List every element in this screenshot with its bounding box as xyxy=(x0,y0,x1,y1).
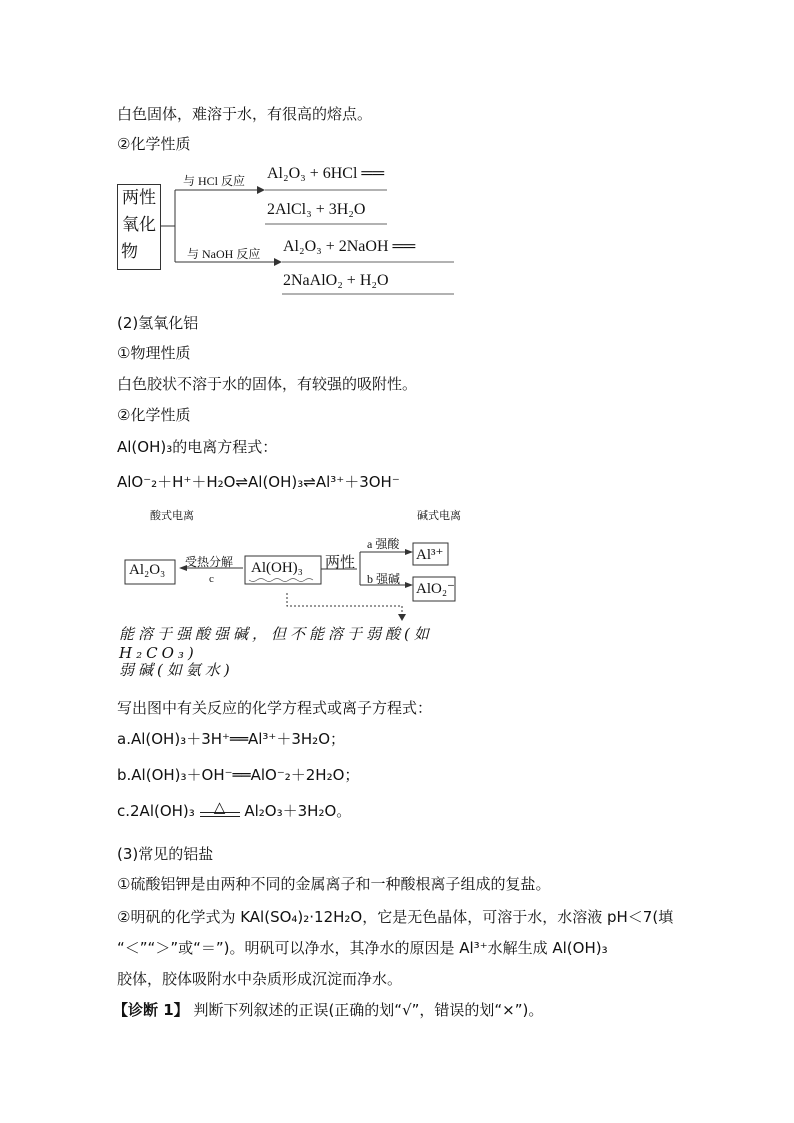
hcl-equation-2: 2AlCl₃ + 3H₂O xyxy=(267,201,366,218)
diagnosis-text: 判断下列叙述的正误(正确的划“√”，错误的划“×”)。 xyxy=(188,1001,544,1019)
naoh-equation-2: 2NaAlO₂ + H₂O xyxy=(283,272,389,289)
box-line-2: 氧化 xyxy=(122,215,156,235)
aloh3-center-label: Al(OH)₃ xyxy=(251,560,303,576)
acid-ionization-label: 酸式电离 xyxy=(150,510,194,522)
heading-chem-props-2: ②化学性质 xyxy=(117,406,191,424)
heading-physical-props: ①物理性质 xyxy=(117,344,191,362)
hcl-equation-1: Al₂O₃ + 6HCl ══ xyxy=(267,165,385,182)
box-line-1: 两性 xyxy=(122,188,156,208)
heading-aluminum-hydroxide: (2)氢氧化铝 xyxy=(117,314,199,332)
equation-c-left: c.2Al(OH)₃ xyxy=(117,802,195,820)
base-ionization-label: 碱式电离 xyxy=(417,510,461,522)
heat-triangle-icon: △ xyxy=(213,798,226,816)
equation-c-right: Al₂O₃＋3H₂O。 xyxy=(244,802,352,820)
al3-box-label: Al³⁺ xyxy=(416,547,444,563)
amphoteric-label: 两性 xyxy=(325,553,356,571)
hcl-label: 与 HCl 反应 xyxy=(183,174,246,188)
al2o3-box-label: Al₂O₃ xyxy=(129,562,166,578)
heat-condition xyxy=(200,798,240,821)
handwritten-note-2: 弱碱(如氨水) xyxy=(119,661,234,679)
equation-b: b.Al(OH)₃＋OH⁻══AlO⁻₂＋2H₂O； xyxy=(117,766,360,784)
reaction-arrows xyxy=(117,505,497,625)
ionization-heading: Al(OH)₃的电离方程式： xyxy=(117,438,278,456)
handwritten-note-1: 能溶于强酸强碱，但不能溶于弱酸(如 H₂CO₃) xyxy=(119,625,433,662)
reaction-a-label: a 强酸 xyxy=(367,537,400,551)
diagnosis-prompt xyxy=(113,999,543,1020)
aloh3-diagram xyxy=(117,505,497,685)
diagnosis-tag: 【诊断 1】 xyxy=(113,1001,189,1019)
al2o3-diagram xyxy=(117,162,467,297)
heading-aluminum-salts: (3)常见的铝盐 xyxy=(117,845,214,863)
instruction-write-equations: 写出图中有关反应的化学方程式或离子方程式： xyxy=(117,699,433,717)
naoh-label: 与 NaOH 反应 xyxy=(187,247,261,261)
paragraph-alum-potassium: ①硫酸铝钾是由两种不同的金属离子和一种酸根离子组成的复盐。 xyxy=(117,875,551,893)
equation-a: a.Al(OH)₃＋3H⁺══Al³⁺＋3H₂O； xyxy=(117,730,345,748)
paragraph-colloid: 胶体，胶体吸附水中杂质形成沉淀而净水。 xyxy=(117,970,403,988)
box-line-3: 物 xyxy=(121,242,138,262)
ionization-equation: AlO⁻₂＋H⁺＋H₂O⇌Al(OH)₃⇌Al³⁺＋3OH⁻ xyxy=(117,473,400,491)
reaction-c-label: c xyxy=(209,573,214,585)
paragraph-alum-formula: ②明矾的化学式为 KAl(SO₄)₂·12H₂O，它是无色晶体，可溶于水，水溶液 pH＜7(填 xyxy=(117,908,674,926)
paragraph-physical-props: 白色固体，难溶于水，有很高的熔点。 xyxy=(117,105,373,123)
heading-chem-props: ②化学性质 xyxy=(117,135,191,153)
equation-c xyxy=(117,800,351,821)
alo2-box-label: AlO₂⁻ xyxy=(416,581,455,597)
paragraph-alum-purify: “＜”“＞”或“＝”)。明矾可以净水，其净水的原因是 Al³⁺水解生成 Al(OH)₃ xyxy=(117,939,608,957)
naoh-equation-1: Al₂O₃ + 2NaOH ══ xyxy=(283,238,416,255)
heat-decompose-label: 受热分解 xyxy=(185,555,234,569)
paragraph-aloh3-physical: 白色胶状不溶于水的固体，有较强的吸附性。 xyxy=(117,375,418,393)
reaction-b-label: b 强碱 xyxy=(367,572,401,586)
